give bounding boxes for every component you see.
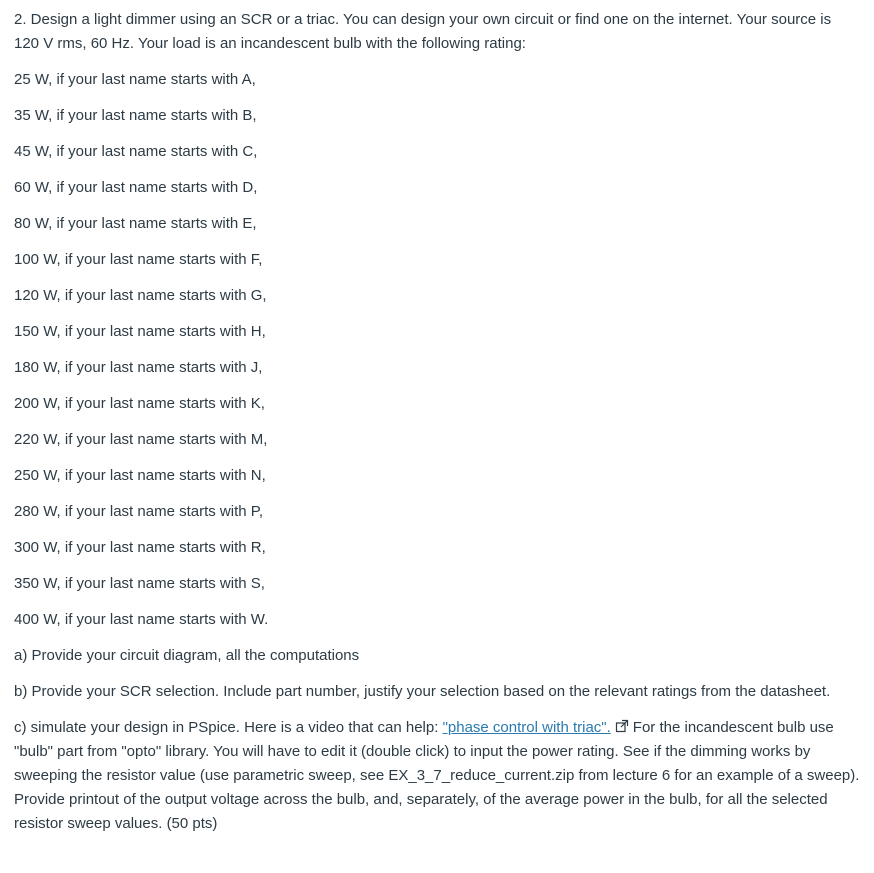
rating-item: 45 W, if your last name starts with C, [14,143,258,160]
rating-item: 60 W, if your last name starts with D, [14,179,258,196]
phase-control-video-link[interactable]: "phase control with triac". [442,719,611,736]
part-c-after-link: For the incandescent bulb use "bulb" part from "opto" library. You will have to edit it (double click) to input the power rating. See if the dimming works by sweeping the resistor value (use parametric sweep, see EX_3_7_reduce_current.zip from lecture 6 for an example of a sweep). Provide printout of the output voltage across the bulb, and, separately, of the average power in the bulb, for all the selected resistor sweep values. (50 pts) [14,719,860,832]
rating-item: 150 W, if your last name starts with H, [14,323,266,340]
part-a-text: a) Provide your circuit diagram, all the computations [14,647,360,664]
rating-item: 35 W, if your last name starts with B, [14,107,257,124]
external-link-icon[interactable] [615,719,629,733]
rating-item: 350 W, if your last name starts with S, [14,575,265,592]
rating-item: 280 W, if your last name starts with P, [14,503,263,520]
question-intro: 2. Design a light dimmer using an SCR or a triac. You can design your own circuit or find one on the internet. Your source is 120 V rms, 60 Hz. Your load is an incandescent bulb with the following rating: [14,11,832,52]
rating-item: 250 W, if your last name starts with N, [14,467,266,484]
part-b-text: b) Provide your SCR selection. Include part number, justify your selection based on the relevant ratings from the datasheet. [14,683,831,700]
rating-item: 400 W, if your last name starts with W. [14,611,269,628]
part-c-paragraph [14,716,860,836]
rating-item: 120 W, if your last name starts with G, [14,287,267,304]
rating-item: 80 W, if your last name starts with E, [14,215,257,232]
rating-item: 25 W, if your last name starts with A, [14,71,256,88]
rating-item: 200 W, if your last name starts with K, [14,395,265,412]
rating-item: 180 W, if your last name starts with J, [14,359,263,376]
rating-item: 300 W, if your last name starts with R, [14,539,266,556]
question-content [14,8,860,848]
rating-item: 100 W, if your last name starts with F, [14,251,263,268]
rating-item: 220 W, if your last name starts with M, [14,431,268,448]
ratings-list [14,68,860,632]
part-c-before-link: c) simulate your design in PSpice. Here is a video that can help: [14,719,443,736]
